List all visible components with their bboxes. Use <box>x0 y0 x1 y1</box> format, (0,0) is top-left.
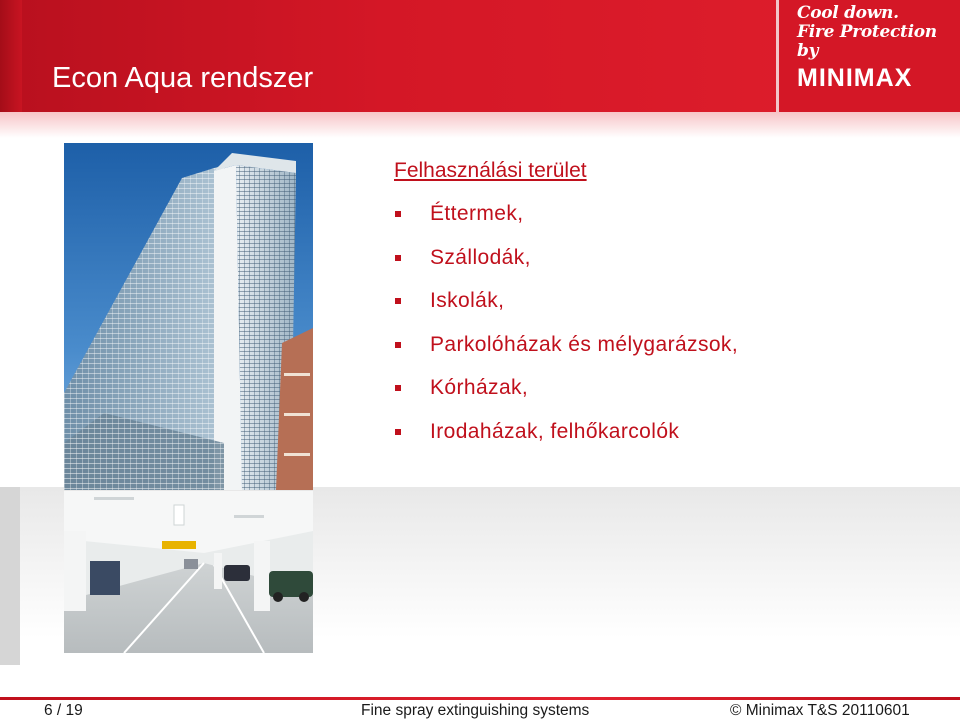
usage-list <box>394 200 738 462</box>
footer-bar <box>0 697 960 720</box>
list-item: Parkolóházak és mélygarázsok, <box>394 331 738 375</box>
header-band <box>0 0 960 112</box>
list-item: Szállodák, <box>394 244 738 288</box>
section-heading: Felhasználási terület <box>394 159 587 182</box>
header-fade <box>0 112 960 138</box>
parking-garage-photo <box>64 491 313 653</box>
square-bullet-icon <box>395 385 401 391</box>
logo-brand: MINIMAX <box>797 64 913 92</box>
square-bullet-icon <box>395 211 401 217</box>
square-bullet-icon <box>395 255 401 261</box>
slide-title: Econ Aqua rendszer <box>52 62 314 94</box>
footer-copyright: © Minimax T&S 20110601 <box>730 702 910 719</box>
page-number: 6 / 19 <box>44 702 83 719</box>
header-left-edge <box>0 0 22 112</box>
footer-red-strip <box>0 697 960 700</box>
minimax-logo <box>776 0 960 112</box>
square-bullet-icon <box>395 298 401 304</box>
list-item: Iskolák, <box>394 287 738 331</box>
list-item: Éttermek, <box>394 200 738 244</box>
logo-tagline <box>797 4 957 61</box>
list-item: Kórházak, <box>394 374 738 418</box>
grey-band-left-stub <box>0 487 20 665</box>
square-bullet-icon <box>395 429 401 435</box>
square-bullet-icon <box>395 342 401 348</box>
skyscraper-photo <box>64 143 313 490</box>
tagline-line-1: Cool down. <box>797 3 899 23</box>
footer-subject: Fine spray extinguishing systems <box>361 702 590 719</box>
tagline-line-2: Fire Protection by <box>797 22 937 61</box>
list-item: Irodaházak, felhőkarcolók <box>394 418 738 462</box>
